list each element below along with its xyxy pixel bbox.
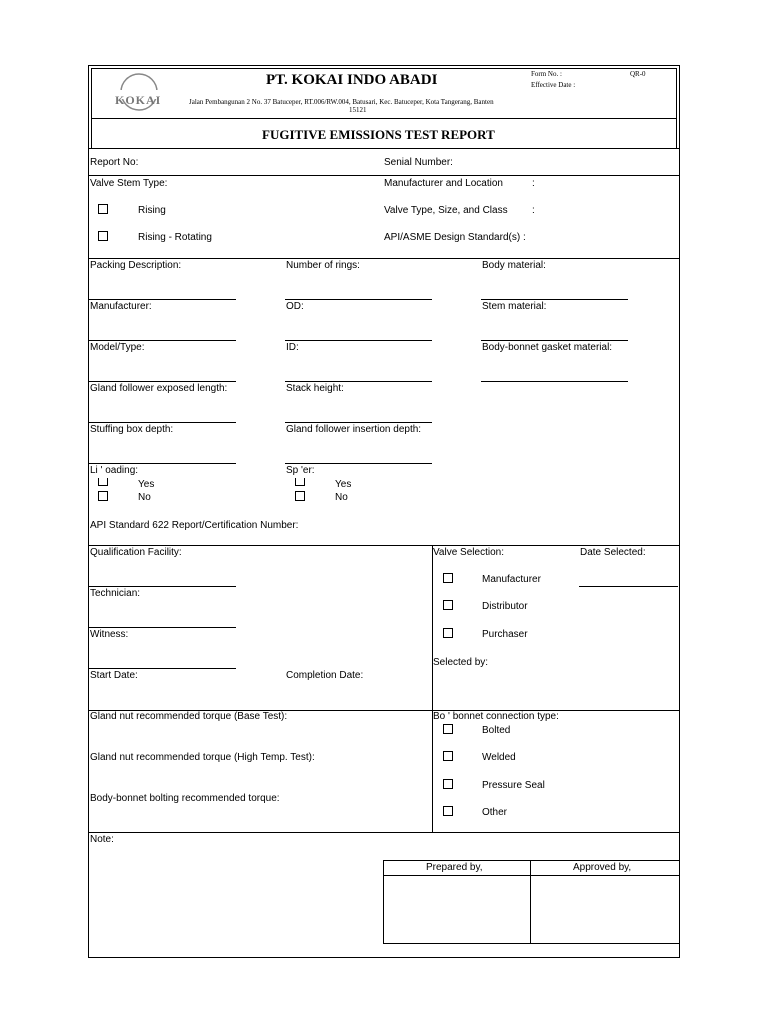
selected-by-label: Selected by: [433, 657, 489, 668]
line-3 [88, 258, 680, 259]
valve-type-label: Valve Type, Size, and Class [384, 205, 508, 216]
welded-checkbox[interactable] [443, 751, 453, 761]
pressure-seal-checkbox[interactable] [443, 779, 453, 789]
rising-rotating-checkbox[interactable] [98, 231, 108, 241]
id-label: ID: [286, 342, 299, 353]
selection-distributor-label: Distributor [482, 601, 528, 612]
api622-label: API Standard 622 Report/Certification Number: [90, 520, 299, 531]
spacer-no-label: No [335, 492, 348, 503]
approved-by-label: Approved by, [573, 862, 632, 873]
start-date-label: Start Date: [90, 670, 138, 681]
rings-line[interactable] [285, 299, 432, 300]
serial-number-label: Senial Number: [384, 157, 453, 168]
stuffing-depth-label: Stuffing box depth: [90, 424, 174, 435]
colon-1: : [532, 178, 535, 189]
report-title: FUGITIVE EMISSIONS TEST REPORT [262, 127, 495, 142]
prepared-by-signature[interactable] [383, 875, 531, 944]
pressure-seal-label: Pressure Seal [482, 780, 545, 791]
completion-date-label: Completion Date: [286, 670, 364, 681]
gland-insertion-line[interactable] [285, 463, 432, 464]
form-no-value: QR-0 [630, 70, 646, 78]
model-type-line[interactable] [89, 381, 236, 382]
selection-manufacturer-label: Manufacturer [482, 574, 541, 585]
live-loading-no-checkbox[interactable] [98, 491, 108, 501]
effective-date-label: Effective Date : [531, 81, 576, 89]
line-4 [88, 545, 680, 546]
stuffing-depth-line[interactable] [89, 463, 236, 464]
note-label: Note: [90, 834, 114, 845]
stack-height-label: Stack height: [286, 383, 344, 394]
live-loading-yes-checkbox[interactable] [98, 478, 108, 486]
other-label: Other [482, 807, 508, 818]
valve-selection-label: Valve Selection: [433, 547, 504, 558]
welded-label: Welded [482, 752, 516, 763]
spacer-yes-checkbox[interactable] [295, 478, 305, 486]
stack-height-line[interactable] [285, 422, 432, 423]
other-checkbox[interactable] [443, 806, 453, 816]
col-divider [432, 545, 433, 832]
technician-line[interactable] [89, 627, 236, 628]
selection-purchaser-checkbox[interactable] [443, 628, 453, 638]
od-label: OD: [286, 301, 304, 312]
gland-exposed-line[interactable] [89, 422, 236, 423]
report-no-label: Report No: [90, 157, 139, 168]
bolted-checkbox[interactable] [443, 724, 453, 734]
header-divider [91, 118, 677, 119]
torque-base-label: Gland nut recommended torque (Base Test): [90, 711, 288, 722]
live-loading-label: Li ' oading: [90, 465, 139, 476]
packing-manufacturer-line[interactable] [89, 340, 236, 341]
spacer-no-checkbox[interactable] [295, 491, 305, 501]
connection-type-label: Bo ' bonnet connection type: [433, 711, 559, 722]
bonnet-gasket-line[interactable] [481, 381, 628, 382]
spacer-yes-label: Yes [335, 479, 352, 490]
logo-text: KOKAI [115, 93, 162, 107]
selection-manufacturer-checkbox[interactable] [443, 573, 453, 583]
live-loading-yes-label: Yes [138, 479, 155, 490]
body-material-line[interactable] [481, 299, 628, 300]
stem-material-line[interactable] [481, 340, 628, 341]
date-selected-label: Date Selected: [580, 547, 646, 558]
spacer-label: Sp 'er: [286, 465, 315, 476]
colon-2: : [532, 205, 535, 216]
line-6 [88, 832, 680, 833]
qualification-facility-line[interactable] [89, 586, 236, 587]
model-type-label: Model/Type: [90, 342, 145, 353]
company-name: PT. KOKAI INDO ABADI [266, 72, 438, 88]
rings-label: Number of rings: [286, 260, 360, 271]
line-1 [88, 148, 680, 149]
rising-rotating-label: Rising - Rotating [138, 232, 212, 243]
selection-purchaser-label: Purchaser [482, 629, 528, 640]
line-2 [88, 175, 680, 176]
design-standard-label: API/ASME Design Standard(s) : [384, 232, 526, 243]
form-frame [88, 65, 680, 958]
torque-bolting-label: Body-bonnet bolting recommended torque: [90, 793, 280, 804]
bonnet-gasket-label: Body-bonnet gasket material: [482, 342, 613, 353]
gland-exposed-label: Gland follower exposed length: [90, 383, 228, 394]
live-loading-no-label: No [138, 492, 151, 503]
torque-high-temp-label: Gland nut recommended torque (High Temp. Test): [90, 752, 315, 763]
witness-line[interactable] [89, 668, 236, 669]
valve-stem-type-label: Valve Stem Type: [90, 178, 168, 189]
packing-manufacturer-label: Manufacturer: [90, 301, 152, 312]
id-line[interactable] [285, 381, 432, 382]
od-line[interactable] [285, 340, 432, 341]
technician-label: Technician: [90, 588, 141, 599]
bolted-label: Bolted [482, 725, 511, 736]
selection-distributor-checkbox[interactable] [443, 600, 453, 610]
manufacturer-location-label: Manufacturer and Location [384, 178, 503, 189]
body-material-label: Body material: [482, 260, 546, 271]
form-no-label: Form No. : [531, 70, 562, 78]
rising-checkbox[interactable] [98, 204, 108, 214]
qualification-facility-label: Qualification Facility: [90, 547, 182, 558]
address-line1: Jalan Pembangunan 2 No. 37 Batuceper, RT.006/RW.004, Batusari, Kec. Batuceper, Kota Tangerang, Banten [189, 98, 494, 106]
packing-description-line[interactable] [89, 299, 236, 300]
prepared-by-label: Prepared by, [426, 862, 483, 873]
packing-description-label: Packing Description: [90, 260, 182, 271]
address-line2: 15121 [349, 106, 367, 114]
rising-label: Rising [138, 205, 166, 216]
approved-by-signature[interactable] [530, 875, 680, 944]
witness-label: Witness: [90, 629, 129, 640]
date-selected-line[interactable] [579, 586, 678, 587]
gland-insertion-label: Gland follower insertion depth: [286, 424, 422, 435]
stem-material-label: Stem material: [482, 301, 547, 312]
